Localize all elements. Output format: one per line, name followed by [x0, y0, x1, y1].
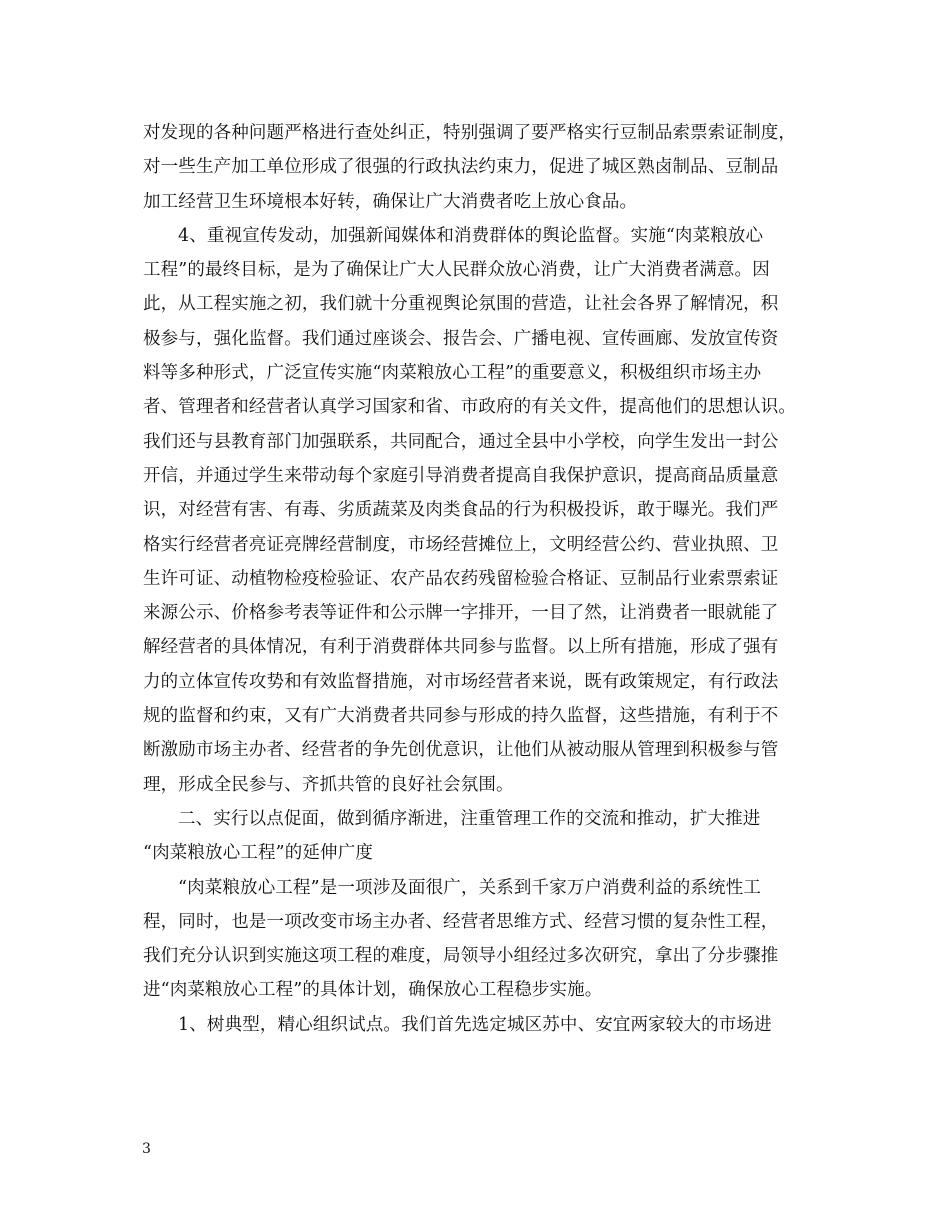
text-line: 识，对经营有害、有毒、劣质蔬菜及肉类食品的行为积极投诉，敢于曝光。我们严 — [143, 500, 779, 521]
text-line: “肉菜粮放心工程”是一项涉及面很广，关系到千家万户消费利益的系统性工 — [178, 877, 761, 898]
text-line: 极参与，强化监督。我们通过座谈会、报告会、广播电视、宣传画廊、发放宣传资 — [143, 328, 779, 349]
text-line: 格实行经营者亮证亮牌经营制度，市场经营摊位上，文明经营公约、营业执照、卫 — [143, 534, 779, 555]
text-line: 断激励市场主办者、经营者的争先创优意识，让他们从被动服从管理到积极参与管 — [143, 740, 779, 761]
text-line: 二、实行以点促面，做到循序渐进，注重管理工作的交流和推动，扩大推进 — [178, 808, 761, 829]
text-line: 此，从工程实施之初，我们就十分重视舆论氛围的营造，让社会各界了解情况，积 — [143, 294, 779, 315]
text-line: 进“肉菜粮放心工程”的具体计划，确保放心工程稳步实施。 — [143, 980, 603, 1001]
text-line: 规的监督和约束，又有广大消费者共同参与形成的持久监督，这些措施，有利于不 — [143, 706, 779, 727]
text-line: 开信，并通过学生来带动每个家庭引导消费者提高自我保护意识，提高商品质量意 — [143, 465, 779, 486]
text-line: 生许可证、动植物检疫检验证、农产品农药残留检验合格证、豆制品行业索票索证 — [143, 568, 779, 589]
text-line: 工程”的最终目标，是为了确保让广大人民群众放心消费，让广大消费者满意。因 — [143, 260, 770, 281]
text-line: 料等多种形式，广泛宣传实施“肉菜粮放心工程”的重要意义，积极组织市场主办 — [143, 363, 762, 384]
body-text — [143, 116, 815, 1042]
text-line: 理，形成全民参与、齐抓共管的良好社会氛围。 — [143, 774, 514, 795]
text-line: 加工经营卫生环境根本好转，确保让广大消费者吃上放心食品。 — [143, 191, 638, 212]
text-line: 解经营者的具体情况，有利于消费群体共同参与监督。以上所有措施，形成了强有 — [143, 637, 779, 658]
text-line: 我们充分认识到实施这项工程的难度，局领导小组经过多次研究，拿出了分步骤推 — [143, 946, 779, 967]
text-line: 来源公示、价格参考表等证件和公示牌一字排开，一目了然，让消费者一眼就能了 — [143, 603, 779, 624]
text-line: 程，同时，也是一项改变市场主办者、经营者思维方式、经营习惯的复杂性工程， — [143, 911, 779, 932]
text-line: 4、重视宣传发动，加强新闻媒体和消费群体的舆论监督。实施“肉菜粮放心 — [178, 225, 764, 246]
text-line: 者、管理者和经营者认真学习国家和省、市政府的有关文件，提高他们的思想认识。 — [143, 397, 797, 418]
text-line: 力的立体宣传攻势和有效监督措施，对市场经营者来说，既有政策规定，有行政法 — [143, 671, 779, 692]
text-line: 1、树典型，精心组织试点。我们首先选定城区苏中、安宜两家较大的市场进 — [178, 1014, 772, 1035]
text-line: 对发现的各种问题严格进行查处纠正，特别强调了要严格实行豆制品索票索证制度， — [143, 123, 797, 143]
text-line: 对一些生产加工单位形成了很强的行政执法约束力，促进了城区熟卤制品、豆制品 — [143, 157, 779, 178]
text-line: “肉菜粮放心工程”的延伸广度 — [143, 843, 373, 864]
page-number: 3 — [142, 1141, 151, 1157]
text-line: 我们还与县教育部门加强联系，共同配合，通过全县中小学校，向学生发出一封公 — [143, 431, 779, 452]
